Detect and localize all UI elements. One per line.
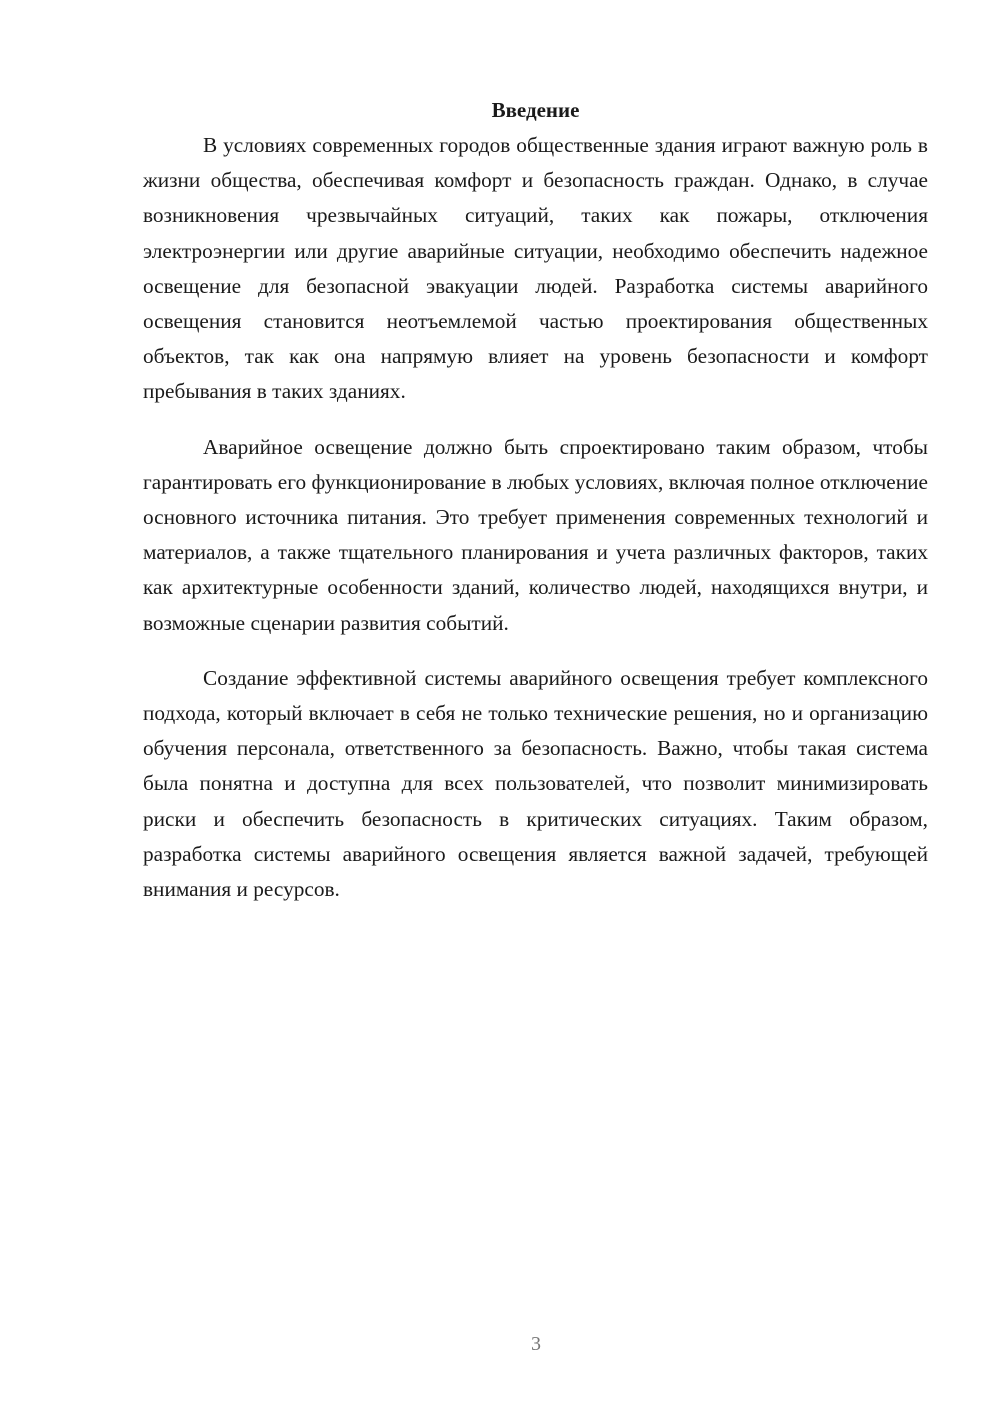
section-heading: Введение — [491, 98, 580, 122]
page-content — [143, 92, 928, 927]
paragraph-2: Аварийное освещение должно быть спроектировано таким образом, чтобы гарантировать его функционирование в любых условиях, включая полное отключение основного источника питания. Это требует применения современных технологий и материалов, а также тщательного планирования и учета различных факторов, таких как архитектурные особенности зданий, количество людей, находящихся внутри, и возможные сценарии развития событий. — [143, 434, 928, 635]
paragraph-3: Создание эффективной системы аварийного освещения требует комплексного подхода, который включает в себя не только технические решения, но и организацию обучения персонала, ответственного за безопасность. Важно, чтобы такая система была понятна и доступна для всех пользователей, что позволит минимизировать риски и обеспечить безопасность в критических ситуациях. Таким образом, разработка системы аварийного освещения является важной задачей, требующей внимания и ресурсов. — [143, 665, 928, 902]
paragraph-1: В условиях современных городов общественные здания играют важную роль в жизни общества, обеспечивая комфорт и безопасность граждан. Однако, в случае возникновения чрезвычайных ситуаций, таких как пожары, отключения электроэнергии или другие аварийные ситуации, необходимо обеспечить надежное освещение для безопасной эвакуации людей. Разработка системы аварийного освещения становится неотъемлемой частью проектирования общественных объектов, так как она напрямую влияет на уровень безопасности и комфорт пребывания в таких зданиях. — [143, 133, 928, 404]
page-number: 3 — [531, 1333, 541, 1355]
